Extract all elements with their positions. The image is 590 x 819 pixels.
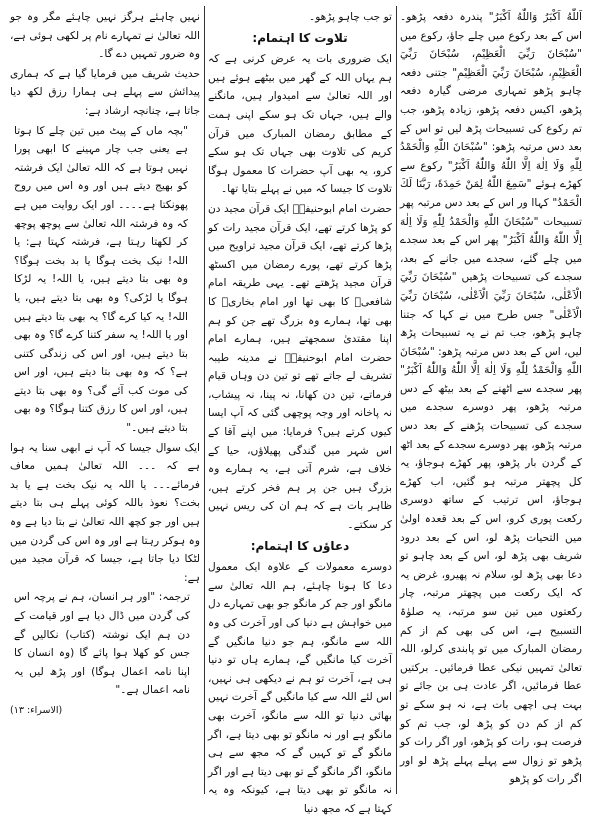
verse-citation: (الاسراء: ۱۳)	[10, 704, 63, 716]
column-divider	[396, 6, 397, 794]
hadith-quote: "بچہ ماں کے پیٹ میں تین چلے کا ہوتا ہے یعنی جب چار مہینے کا ابھی پورا نہیں ہوتا ہے کہ اللہ تعالیٰ ایک فرشتہ کو بھیج دیتے ہیں اور وہ اس میں روح پھونکتا ہے۔۔۔۔ اور ایک روایت میں ہے کہ وہ فرشتہ اللہ تعالیٰ سے پوچھ پوچھ کر لکھتا رہتا ہے، فرشتہ کہتا ہے: یا اللہ! نیک بخت ہوگا یا بد بخت ہوگا؟ وہ بھی بتا دیتے ہیں، یا اللہ! یہ لڑکا ہوگا یا لڑکی؟ وہ بھی بتا دیتے ہیں، یا اللہ! یہ کیا کرے گا؟ یہ بھی بتا دیتے ہیں اور یا اللہ! یہ سفر کتنا کرے گا؟ وہ بھی بتا دیتے ہیں، اور اس کی زندگی کتنی ہے؟ کہ وہ بھی بتا دیتے ہیں، اور اس کی موت کب آئے گی؟ وہ بھی بتا دیتے ہیں، اور اس کا رزق کتنا ہوگا؟ وہ بھی بتا دیتے ہیں۔"	[14, 124, 188, 435]
paragraph: حضرت امام ابوحنیفہؒ ایک قرآن مجید دن کو پڑھا کرتے تھے، ایک قرآن مجید رات کو پڑھا کرتے تھے، ایک قرآن مجید تراویح میں پڑھا کرتے تھے، پورے رمضان میں اکسٹھ قرآن مجید پڑھتے تھے۔ یہی طریقہ امام شافعیؒ کا بھی تھا اور امام بخاریؒ کا بھی تھا، ہمارے وہ بزرگ تھے جن کو ہم اپنا مقتدیٰ سمجھتے ہیں، ہمارے امام حضرت امام ابوحنیفہؒ نے مدینہ طیبہ تشریف لے جاتے تھے تو تین دن وہاں قیام فرماتے، تین دن کھانا، نہ پینا، نہ پیشاب، نہ پاخانہ اور وجہ پوچھی گئی کہ آپ ایسا کیوں کرتے ہیں؟ فرمایا: میں اپنے آقا کے اس شہر میں گندگی پھیلاؤں، حیا کے خلاف ہے، شرم آتی ہے، یہ ہمارے وہ بزرگ ہیں جن پر ہم فخر کرتے ہیں، ظاہر بات ہے کہ ہم ان کی ریس نہیں کر سکتے۔	[208, 202, 392, 532]
section-heading-supplications: دعاؤں کا اہتمام:	[250, 538, 350, 553]
paragraph: تو جب چاہو پڑھو۔	[309, 11, 392, 23]
right-column	[400, 8, 582, 792]
verse-translation: ترجمہ: "اور ہر انسان، ہم نے پرچہ اس کی گردن میں ڈال دیا ہے اور قیامت کے دن ہم ایک نوشتہ (کتاب) نکالیں گے جس کو کھلا ہوا پائے گا (وہ انسان کا اپنا نامہ اعمال ہوگا) اور پڑھ لیں یہ نامہ اعمال ہے۔"	[14, 591, 190, 697]
left-column	[10, 8, 200, 792]
paragraph: نہیں چاہئے ہرگز نہیں چاہئے مگر وہ جو اللہ تعالیٰ نے تمہارے نام پر لکھی ہوئی ہے، وہ ضرور تمہیں دے گا۔	[10, 11, 200, 61]
middle-column	[208, 8, 392, 815]
paragraph: حدیث شریف میں فرمایا گیا ہے کہ ہماری پیدائش سے پہلے ہی ہمارا رزق لکھ دیا جاتا ہے، چنانچہ ارشاد ہے:	[10, 67, 200, 117]
paragraph: دوسرے معمولات کے علاوہ ایک معمول دعا کا ہونا چاہئے، ہم اللہ تعالیٰ سے مانگو اور جم کر مانگو جو بھی تمہارے دل میں خواہش ہے دنیا کی اور آخرت کی وہ اللہ سے مانگو، ہم جو دنیا مانگیں گے آخرت کیا مانگیں گے، ہمارے ہاں تو دنیا ہی ہے، آخرت تو ہم نے دیکھی ہی نہیں، اس لئے اللہ سے کیا مانگیں گے آخرت نہیں بھائی دنیا تو اللہ سے مانگو، آخرت بھی مانگو ہے اور نہ مانگو تو بھی دیتا ہے، اگر مانگو گے تو کہیں گے کہ مجھ سے ہی مانگو، اگر مانگو گے تو بھی دیتا ہے اور اگر نہ مانگو تو بھی دیتا ہے، کیونکہ وہ یہ کہتا ہے کہ مجھ دنیا	[208, 561, 392, 815]
paragraph: ایک سوال جیسا کہ آپ نے ابھی سنا یہ ہوا ہے کہ ۔۔۔ اللہ تعالیٰ ہمیں معاف فرمائے۔۔۔ یا اللہ یہ نیک بخت ہے یا بد بخت؟ نعوذ باللہ کوئی پہلے ہی بتا دیتے ہیں اور جو کچھ اللہ تعالیٰ نے بتا دیا ہے وہ وہ ہوکر رہتا ہے اور وہ اس کی گردن میں لٹکا دیا جاتا ہے، جیسا کہ قرآن مجید میں ہے:	[10, 441, 200, 584]
paragraph: اَللّٰهُ اَكْبَرُ وَاللّٰهُ اَكْبَرُ" پندرہ دفعہ پڑھو۔ اس کے بعد رکوع میں چلے جاؤ، رکوع میں "سُبْحَانَ رَبِّيَ الْعَظِيْمِ، سُبْحَانَ رَبِّيَ الْعَظِيْمِ، سُبْحَانَ رَبِّيَ الْعَظِيْمِ" جتنی دفعہ چاہو پڑھو تمہاری مرضی گیارہ دفعہ پڑھو، اکیس دفعہ پڑھو، زیادہ پڑھو، جب تم رکوع کی تسبیحات پڑھ لیں تو اس کے بعد دس مرتبہ پڑھو: "سُبْحَانَ اللّٰهِ وَالْحَمْدُ لِلّٰهِ وَلَا اِلٰهَ اِلَّا اللّٰهُ وَاللّٰهُ اَكْبَرُ" رکوع سے کھڑے ہوئے "سَمِعَ اللّٰهُ لِمَنْ حَمِدَهٗ، رَبَّنَا لَكَ الْحَمْدُ" کہاا ور اس کے بعد دس مرتبہ پھر تسبیحات "سُبْحَانَ اللّٰهِ وَالْحَمْدُ لِلّٰهِ وَلَا اِلٰهَ اِلَّا اللّٰهُ وَاللّٰهُ اَكْبَرُ" پھر اس کے بعد سجدے میں چلے گئے، سجدے میں جانے کے بعد، سجدے کی تسبیحات پڑھیں "سُبْحَانَ رَبِّيَ الْاَعْلٰى، سُبْحَانَ رَبِّيَ الْاَعْلٰى، سُبْحَانَ رَبِّيَ الْاَعْلٰى" جس طرح میں نے کہا کہ جتنا چاہو پڑھو، جب تم نے یہ تسبیحات پڑھ لیں، اس کے بعد دس مرتبہ پڑھو: "سُبْحَانَ اللّٰهِ وَالْحَمْدُ لِلّٰهِ وَلَا اِلٰهَ اِلَّا اللّٰهُ وَاللّٰهُ اَكْبَرُ" پھر سجدے سے اٹھنے کے بعد بیٹھ کے دس مرتبہ پڑھو، پھر دوسرے سجدے میں سجدے کی تسبیحات پڑھنے کے بعد دس مرتبہ پڑھو، پھر دوسرے سجدے کے بعد اٹھ کے گردن بار پڑھو، پھر کھڑے ہوجاؤ، یہ کل پچھتر مرتبہ ہو گئیں، اب کھڑے ہوجاؤ، اس ترتیب کے ساتھ دوسری رکعت پوری کرو، اس کے بعد قعدہ اولیٰ میں التحیات پڑھ لو، اس کے بعد درود شریف بھی پڑھ لو، اس کے بعد چاہو تو دعا بھی پڑھ لو، سلام نہ پھیرو، غرض یہ کہ ایک رکعت میں پچھتر مرتبہ، چار رکعتوں میں تین سو مرتبہ، یہ صلوٰۃ التسبیح ہے، اس کی بھی کم از کم رمضان المبارک میں تو پابندی کرلو، اللہ تعالیٰ تمہیں نیکی عطا فرمائیں۔ برکتیں عطا فرمائیں، اگر عادت ہی بن جائے تو بہت ہی اچھی بات ہے، نہ ہو سکے تو کم از کم دن کو پڑھ لو، جب تم کو فرصت ہو، رات کو پڑھو، اور اگر رات کو پڑھو تو زوال سے پہلے پہلے پڑھ لو اور اگر رات کو پڑھو	[400, 11, 582, 786]
paragraph: ایک ضروری بات یہ عرض کرنی ہے کہ ہم یہاں اللہ کے گھر میں بیٹھے ہوئے ہیں اور اللہ تعالیٰ سے امیدوار ہیں، مانگنے والے ہیں، جہاں تک ہو سکے اپنی ہمت کے مطابق رمضان المبارک میں قرآن کریم کی تلاوت بھی جہاں تک ہو سکے کرو، یہ بھی آپ حضرات کا معمول ہوگا تلاوت کا جیسا کہ میں نے پہلے بتایا تھا۔	[208, 53, 392, 196]
column-divider	[204, 6, 205, 794]
section-heading-recitation: تلاوت کا اہتمام:	[252, 30, 348, 45]
